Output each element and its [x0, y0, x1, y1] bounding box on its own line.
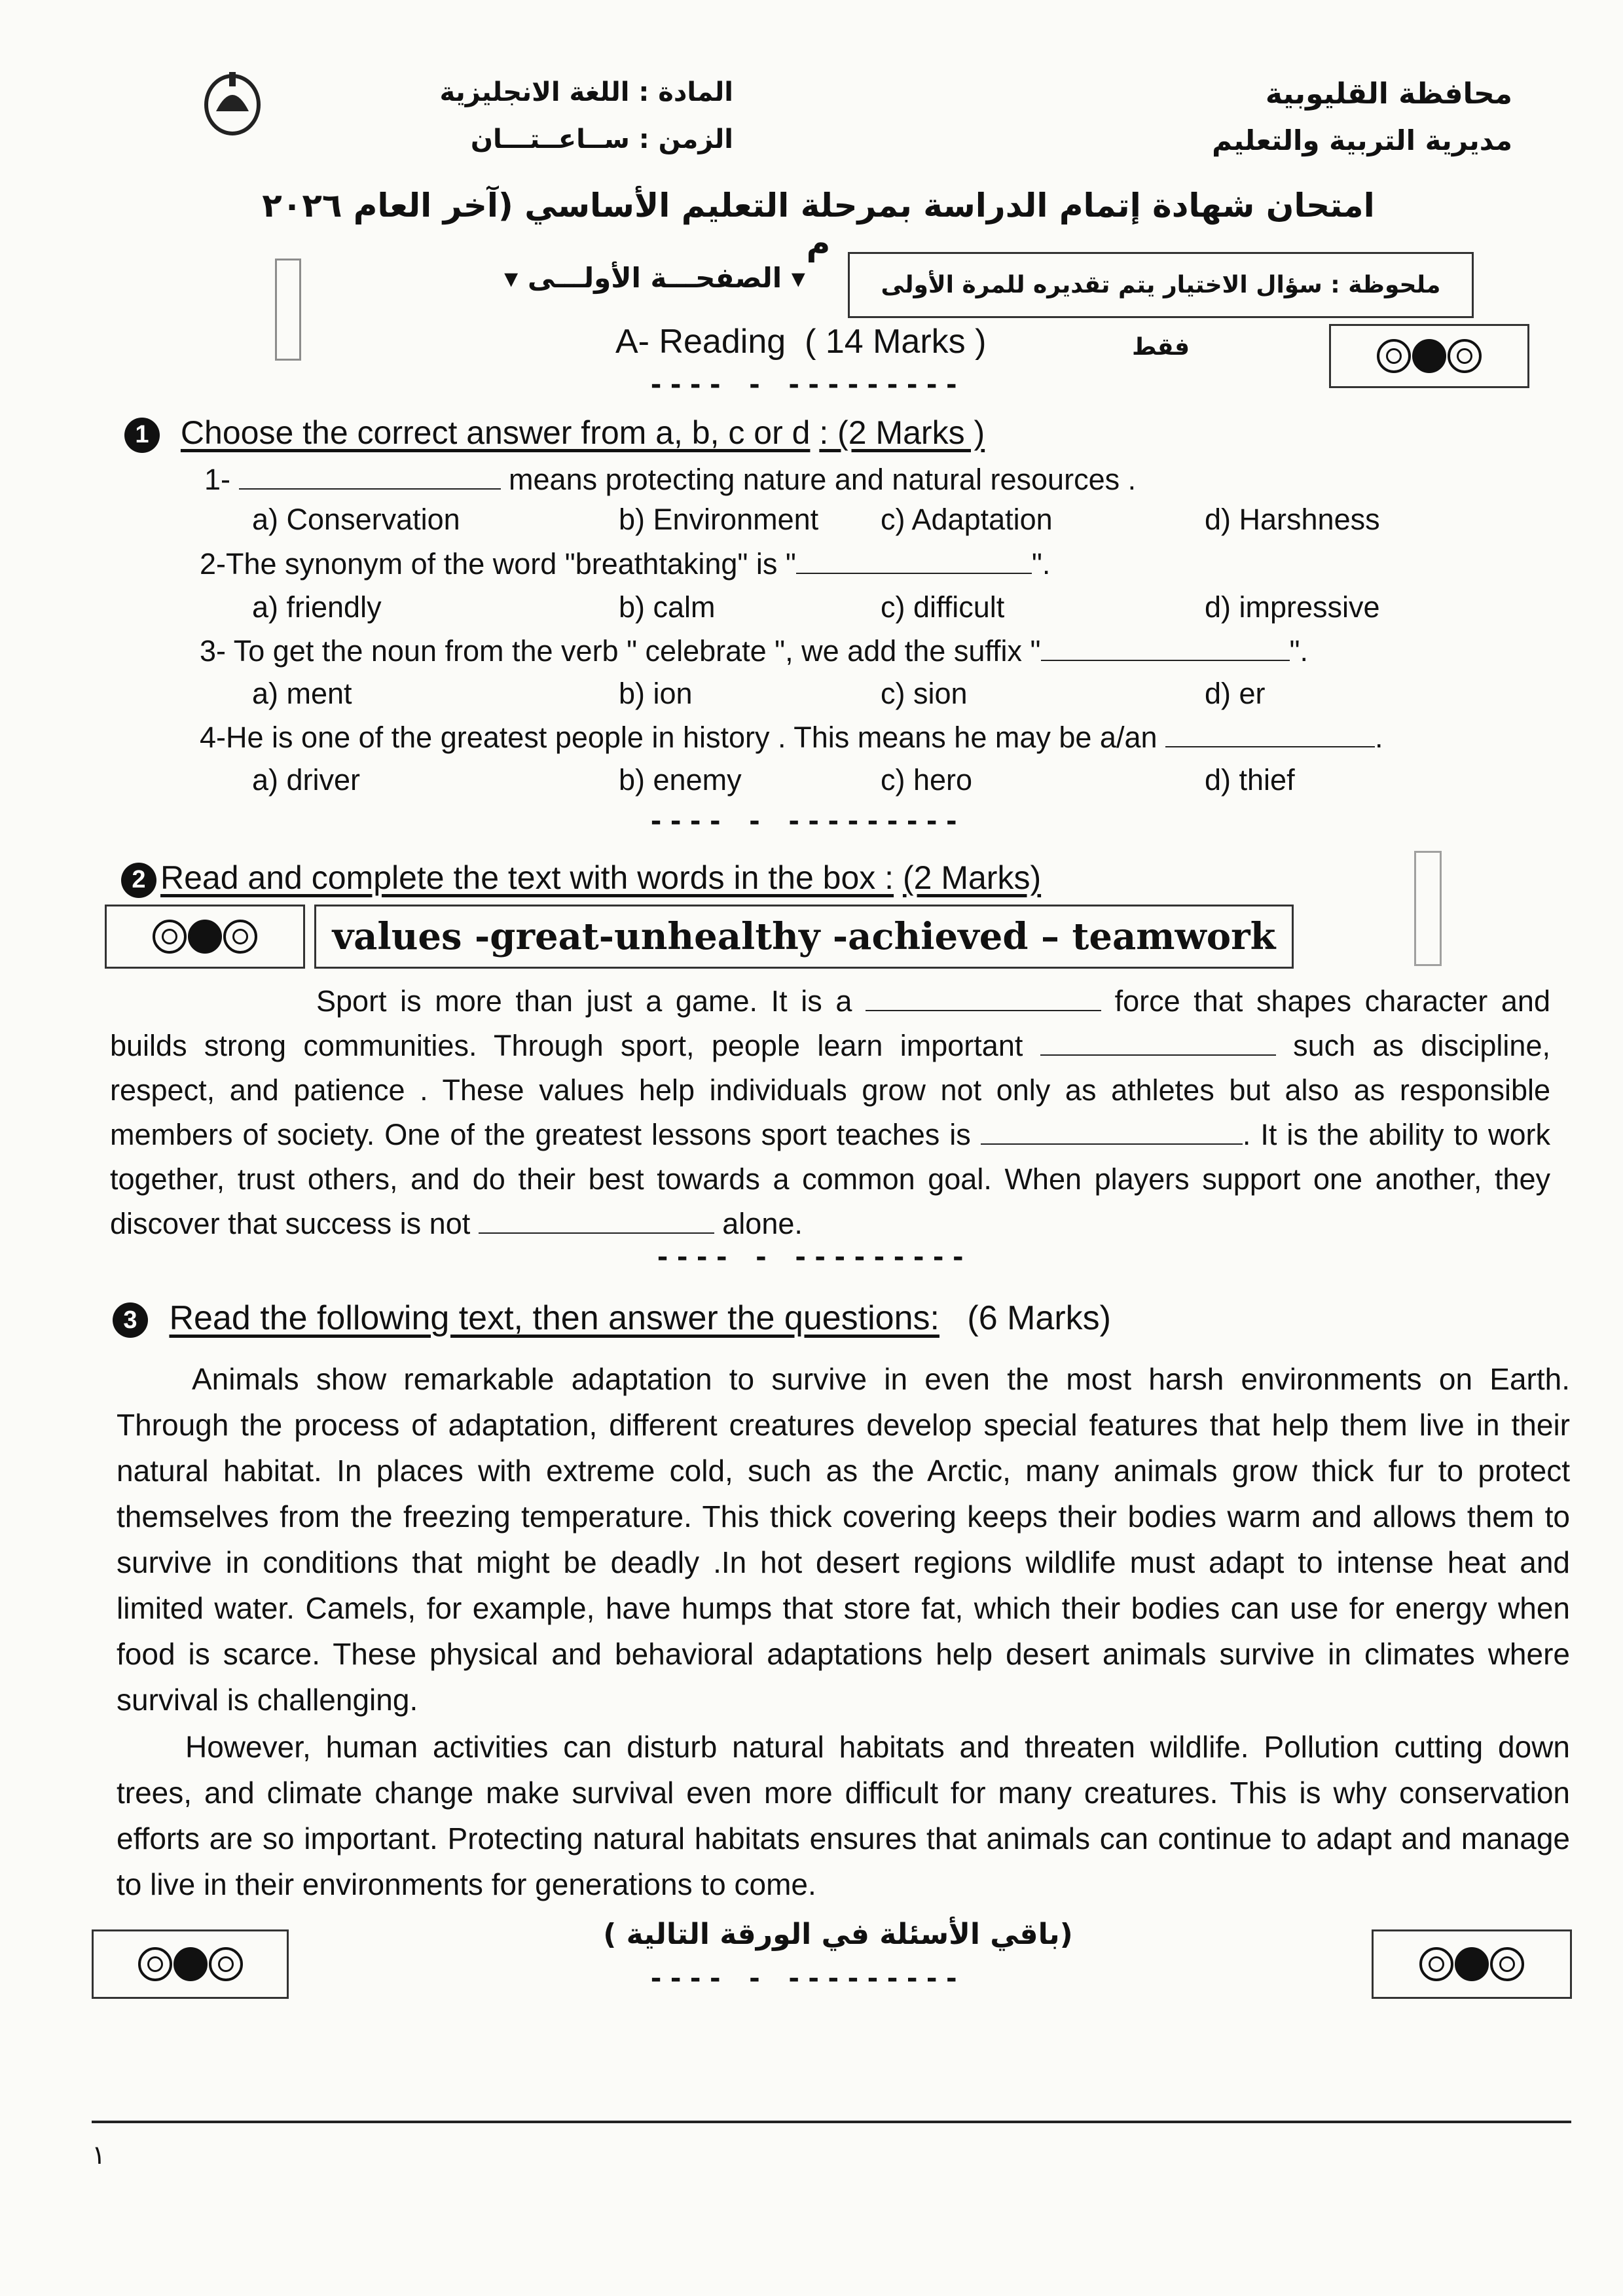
score-box-footer-left	[92, 1929, 289, 1999]
option-b[interactable]: b) calm	[619, 590, 716, 624]
option-a[interactable]: a) friendly	[252, 590, 382, 624]
score-circle-icon	[138, 1947, 172, 1981]
section-title: A- Reading ( 14 Marks )	[615, 323, 987, 361]
subject-label: المادة : اللغة الانجليزية	[439, 77, 733, 107]
q3-paragraph-1: Animals show remarkable adaptation to survive in even the most harsh environments on Earth. Through the process of adaptation, different creatures develop special features that help them live in their natural habitat. In places with extreme cold, such as the Arctic, many animals grow thick fur to protect themselves from the freezing temperature. This thick covering keeps their bodies warm and allows them to survive in conditions that might be deadly .In hot desert regions wildlife must adapt to intense heat and limited water. Camels, for example, have humps that store fat, which their bodies can use for energy when food is scarce. These physical and behavioral adaptations help desert animals survive in climates where survival is challenging.	[117, 1362, 1570, 1717]
q1-item-2: 2-The synonym of the word "breathtaking" is " ".	[200, 547, 1051, 581]
page-number: ١	[92, 2141, 106, 2170]
q1-item-1: 1- means protecting nature and natural resources .	[204, 463, 1137, 496]
exam-title: امتحان شهادة إتمام الدراسة بمرحلة التعليم الأساسي (آخر العام ٢٠٢٦ م	[262, 187, 1375, 262]
side-stamp-left	[275, 259, 301, 361]
time-label: الزمن : ســاعــتـــان	[470, 124, 733, 154]
score-circle-icon	[173, 1947, 208, 1981]
score-circle-icon	[1412, 339, 1446, 373]
q1-item-3: 3- To get the noun from the verb " celebrate ", we add the suffix " ".	[200, 634, 1309, 668]
governorate-label: محافظة القليوبية	[1265, 77, 1512, 111]
q2-divider: ---- - ---------	[655, 1242, 970, 1272]
page-label: ▾ الصفحـــة الأولـــى ▾	[504, 262, 805, 294]
score-circle-icon	[1448, 339, 1482, 373]
q1-heading: 1 Choose the correct answer from a, b, c or d : (2 Marks )	[124, 414, 985, 453]
score-circle-icon	[188, 920, 222, 954]
q2-number-badge: 2	[121, 863, 156, 898]
q2-passage: Sport is more than just a game. It is a force that shapes character and builds strong communities. Through sport, people learn important such as discipline, respect, and patience . These values help individuals grow not only as athletes but also as responsible members of society. One of the greatest lessons sport teaches is . It is the ability to work together, trust others, and do their best towards a common goal. When players support one another, they discover that success is not alone.	[110, 984, 1550, 1240]
q3-number-badge: 3	[113, 1302, 148, 1338]
option-b[interactable]: b) enemy	[619, 763, 742, 797]
score-circle-icon	[153, 920, 187, 954]
footer-divider: ---- - ---------	[648, 1964, 964, 1994]
q3-heading: 3 Read the following text, then answer the questions: (6 Marks)	[113, 1299, 1111, 1338]
option-d[interactable]: d) Harshness	[1205, 503, 1380, 536]
option-c[interactable]: c) difficult	[881, 590, 1005, 624]
option-a[interactable]: a) driver	[252, 763, 361, 797]
option-b[interactable]: b) ion	[619, 677, 693, 710]
score-circle-icon	[1419, 1947, 1453, 1981]
emblem-icon	[196, 65, 268, 137]
option-d[interactable]: d) thief	[1205, 763, 1295, 797]
q1-divider: ---- - ---------	[648, 806, 964, 836]
score-box-section	[1329, 324, 1529, 388]
score-box-q2	[105, 905, 305, 969]
section-divider: ---- - ---------	[648, 370, 964, 400]
option-a[interactable]: a) Conservation	[252, 503, 460, 536]
score-circle-icon	[223, 920, 257, 954]
score-circle-icon	[1490, 1947, 1524, 1981]
score-circle-icon	[1377, 339, 1411, 373]
score-box-footer-right	[1372, 1929, 1572, 1999]
q1-item-4: 4-He is one of the greatest people in history . This means he may be a/an .	[200, 721, 1383, 754]
continue-note: (باقي الأسئلة في الورقة التالية )	[603, 1918, 1073, 1951]
option-d[interactable]: d) impressive	[1205, 590, 1380, 624]
footer-rule	[92, 2121, 1571, 2123]
option-d[interactable]: d) er	[1205, 677, 1266, 710]
word-box: values -great-unhealthy -achieved – teamwork	[314, 905, 1294, 969]
option-c[interactable]: c) hero	[881, 763, 973, 797]
directorate-label: مديرية التربية والتعليم	[1212, 124, 1512, 156]
score-circle-icon	[1455, 1947, 1489, 1981]
side-stamp-right	[1414, 851, 1442, 966]
option-a[interactable]: a) ment	[252, 677, 352, 710]
option-c[interactable]: c) Adaptation	[881, 503, 1053, 536]
option-c[interactable]: c) sion	[881, 677, 968, 710]
option-b[interactable]: b) Environment	[619, 503, 819, 536]
q1-number-badge: 1	[124, 418, 160, 453]
q3-paragraph-2: However, human activities can disturb natural habitats and threaten wildlife. Pollution cutting down trees, and climate change make survival even more difficult for many creatures. This is why conservation efforts are so important. Protecting natural habitats ensures that animals can continue to adapt and manage to live in their environments for generations to come.	[117, 1730, 1570, 1901]
q2-heading: 2 Read and complete the text with words in the box : (2 Marks)	[121, 859, 1041, 898]
note-box: ملحوظة : سؤال الاختيار يتم تقديره للمرة الأولى فقط	[848, 252, 1474, 318]
score-circle-icon	[209, 1947, 243, 1981]
